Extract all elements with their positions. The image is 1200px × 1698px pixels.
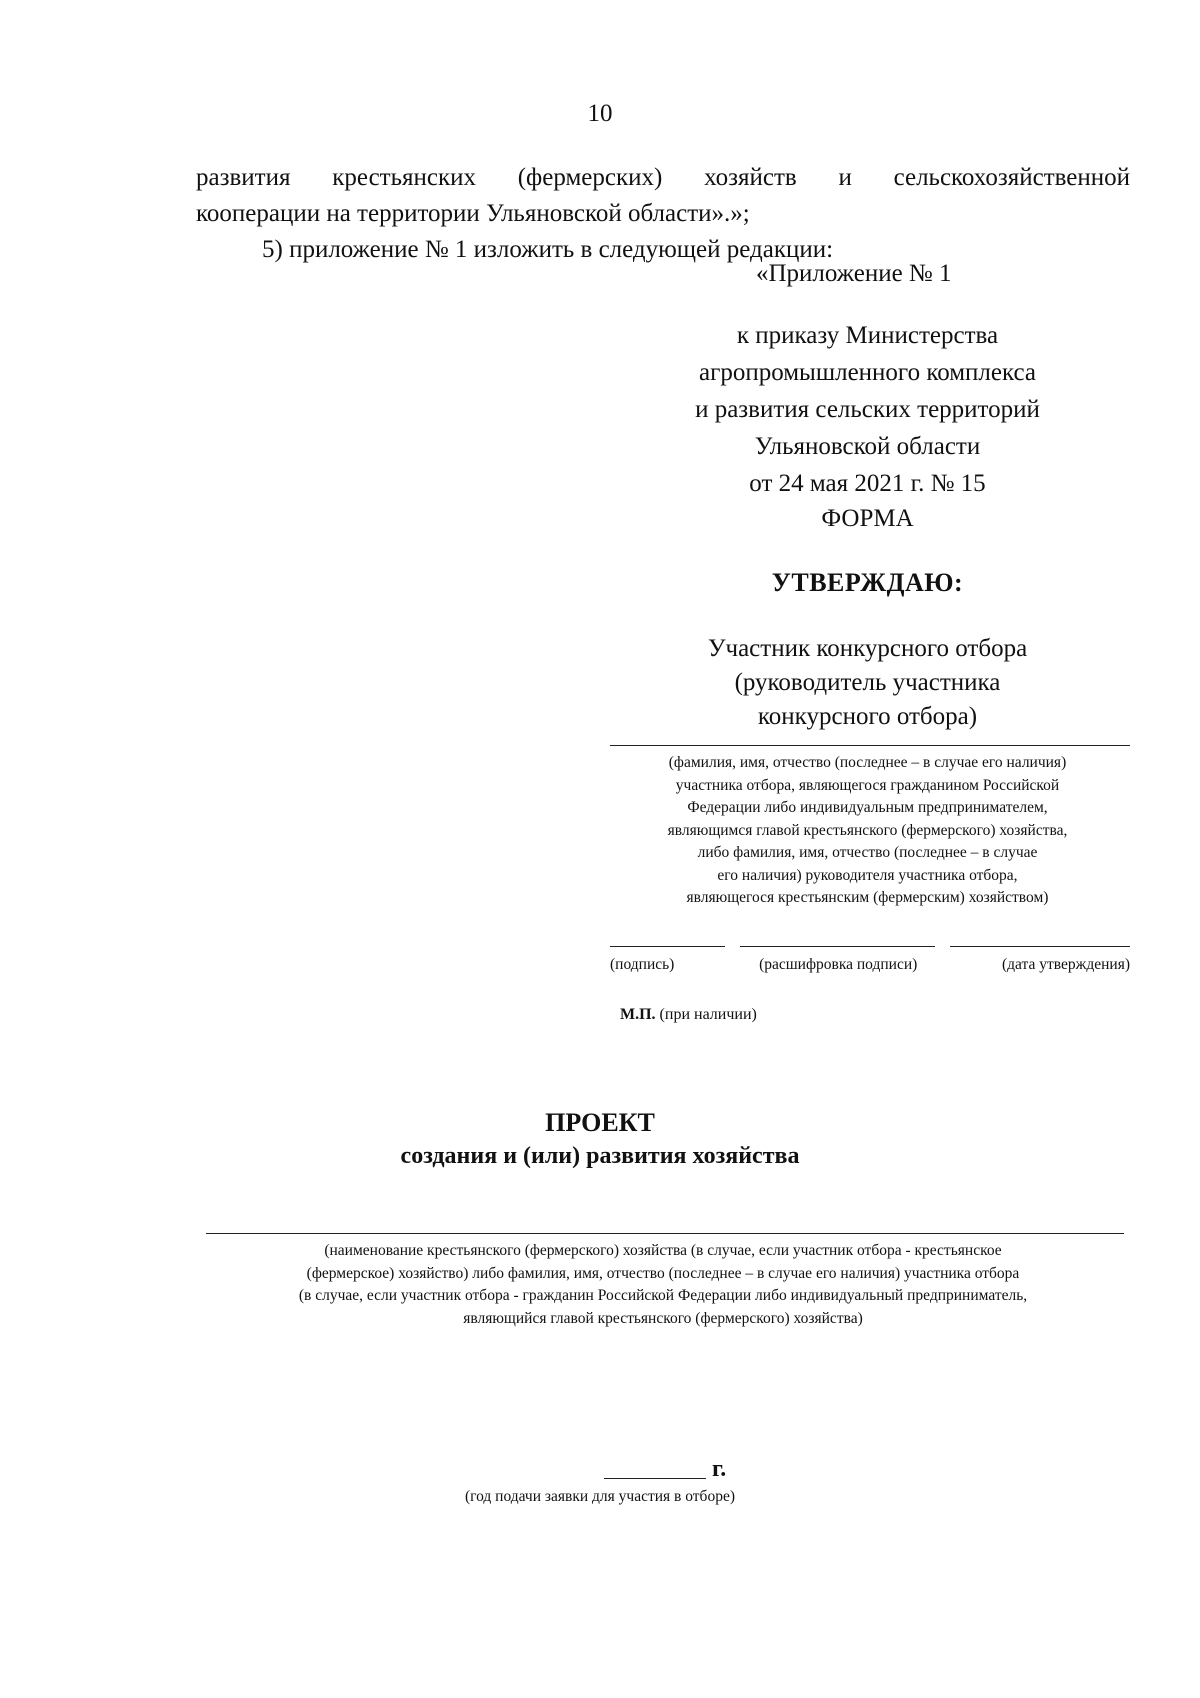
signature-caption: (подпись)	[610, 956, 675, 973]
year-suffix: г.	[712, 1456, 727, 1482]
signature-decoding-line	[740, 946, 935, 947]
approval-date-caption: (дата утверждения)	[1002, 956, 1130, 973]
seal-condition: (при наличии)	[659, 1006, 757, 1023]
decree-line: Ульяновской области	[754, 433, 981, 460]
form-label: ФОРМА	[821, 505, 914, 532]
participant-block	[600, 632, 1135, 734]
decree-line: агропромышленного комплекса	[698, 359, 1037, 386]
project-subtitle: создания и (или) развития хозяйства	[400, 1143, 800, 1169]
word: и	[838, 164, 852, 191]
page-number: 10	[587, 100, 613, 127]
approve-label: УТВЕРЖДАЮ:	[771, 568, 964, 597]
word: сельскохозяйственной	[893, 164, 1131, 191]
approval-date-line	[950, 946, 1130, 947]
farm-name-line	[206, 1233, 1124, 1234]
caption-line: (фамилия, имя, отчество (последнее – в случае его наличия)	[668, 754, 1067, 771]
signature-decoding-caption: (расшифровка подписи)	[759, 956, 918, 973]
caption-line: (в случае, если участник отбора - гражданин Российской Федерации либо индивидуальный предприниматель,	[298, 1287, 1028, 1304]
continuation-line-3: 5) приложение № 1 изложить в следующей редакции:	[262, 236, 834, 263]
caption-line: являющимся главой крестьянского (фермерского) хозяйства,	[667, 821, 1068, 839]
caption-line: Федерации либо индивидуальным предпринимателем,	[687, 799, 1048, 816]
signature-captions	[610, 954, 1130, 977]
participant-line: конкурсного отбора)	[757, 703, 978, 730]
decree-line: к приказу Министерства	[736, 322, 999, 349]
seal-abbr: М.П.	[620, 1006, 656, 1023]
farm-name-caption	[196, 1240, 1130, 1330]
decree-line: и развития сельских территорий	[695, 396, 1040, 423]
word: (фермерских)	[517, 164, 663, 191]
caption-line: (фермерское) хозяйство) либо фамилия, имя, отчество (последнее – в случае его наличия) участника отбора	[306, 1264, 1020, 1282]
appendix-heading: «Приложение № 1	[756, 260, 952, 287]
word: развития	[196, 164, 291, 191]
fio-signature-line	[610, 745, 1130, 746]
word: хозяйств	[704, 164, 797, 191]
signature-line	[610, 946, 725, 947]
seal-note	[620, 1006, 757, 1024]
caption-line: являющийся главой крестьянского (фермерского) хозяйства)	[463, 1309, 863, 1327]
caption-line: (наименование крестьянского (фермерского) хозяйства (в случае, если участник отбора - крестьянское	[324, 1242, 1002, 1259]
caption-line: являющегося крестьянским (фермерским) хозяйством)	[686, 889, 1049, 906]
year-line	[604, 1478, 706, 1479]
participant-line: Участник конкурсного отбора	[707, 635, 1028, 662]
caption-line: его наличия) руководителя участника отбора,	[717, 866, 1018, 884]
fio-caption	[600, 752, 1135, 910]
caption-line: участника отбора, являющегося гражданином Российской	[675, 776, 1060, 794]
decree-line: от 24 мая 2021 г. № 15	[749, 470, 986, 497]
project-title: ПРОЕКТ	[545, 1108, 655, 1137]
continuation-line-2: кооперации на территории Ульяновской области».»;	[196, 200, 750, 227]
decree-reference	[600, 317, 1135, 502]
participant-line: (руководитель участника	[734, 669, 1001, 696]
caption-line: либо фамилия, имя, отчество (последнее – в случае	[697, 844, 1038, 861]
year-caption: (год подачи заявки для участия в отборе)	[464, 1488, 735, 1505]
word: крестьянских	[332, 164, 476, 191]
continuation-line-1	[196, 160, 1130, 196]
